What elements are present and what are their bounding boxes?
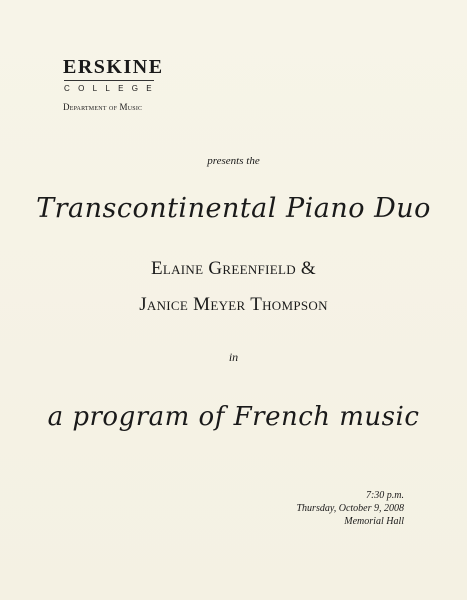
event-time: 7:30 p.m. (365, 490, 404, 501)
performer-2: Janice Meyer Thompson (139, 294, 328, 315)
presents-line: presents the (207, 155, 260, 167)
event-date: Thursday, October 9, 2008 (296, 503, 404, 514)
college-logo-wordmark: ERSKINE (63, 56, 164, 78)
in-line: in (228, 350, 239, 364)
college-logo-subtitle: COLLEGE (64, 84, 160, 93)
performer-1: Elaine Greenfield & (150, 258, 317, 279)
logo-divider (64, 80, 154, 81)
department-name: Department of Music (63, 102, 143, 112)
event-details (297, 489, 405, 528)
event-venue: Memorial Hall (344, 516, 404, 527)
program-title: a program of French music (47, 402, 420, 432)
ensemble-name: Transcontinental Piano Duo (36, 193, 431, 224)
